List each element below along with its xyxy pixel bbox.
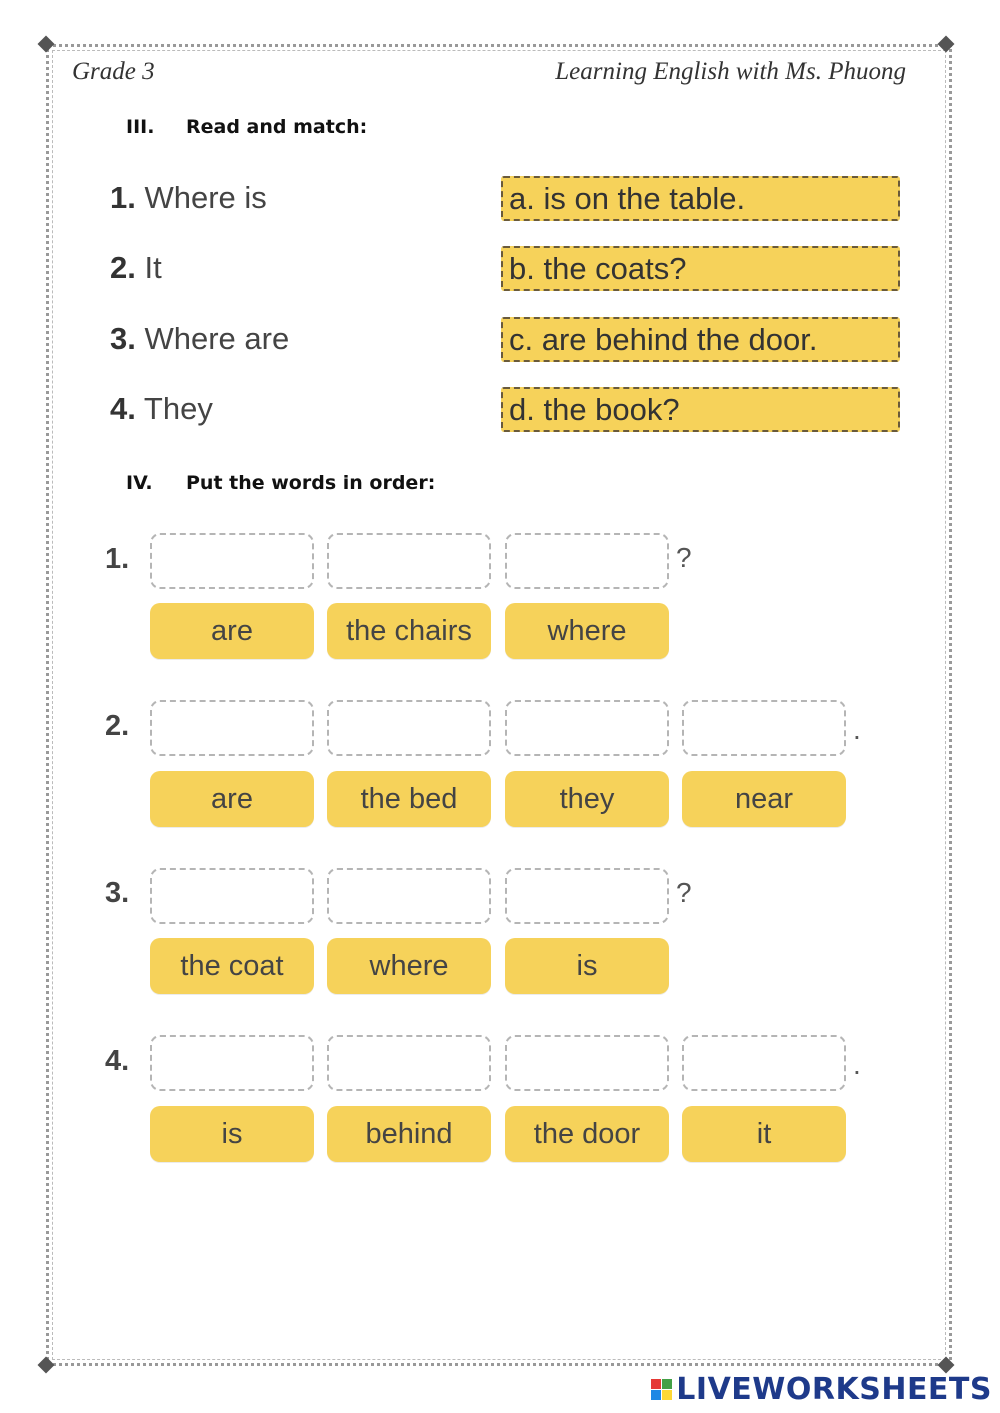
question-number: 1.: [105, 543, 130, 575]
word-chip[interactable]: where: [327, 938, 491, 994]
question-number: 4.: [105, 1045, 130, 1077]
match-left-item: [110, 321, 289, 357]
section-3-number: III.: [126, 116, 155, 138]
section-4-title: Put the words in order:: [186, 472, 436, 494]
logo-square-icon: [651, 1379, 661, 1389]
liveworksheets-logo-icon: [651, 1379, 672, 1400]
word-chip[interactable]: are: [150, 603, 314, 659]
section-3-title: Read and match:: [186, 116, 368, 138]
answer-slot[interactable]: [327, 1035, 491, 1091]
word-chip[interactable]: the coat: [150, 938, 314, 994]
answer-slot[interactable]: [150, 868, 314, 924]
answer-slot[interactable]: [682, 700, 846, 756]
word-chip[interactable]: where: [505, 603, 669, 659]
word-chip[interactable]: the bed: [327, 771, 491, 827]
match-option-c[interactable]: c. are behind the door.: [501, 317, 900, 362]
answer-slot[interactable]: [682, 1035, 846, 1091]
logo-square-icon: [651, 1390, 661, 1400]
match-left-text: Where is: [144, 180, 267, 215]
match-left-text: They: [143, 391, 213, 426]
answer-slot[interactable]: [150, 1035, 314, 1091]
question-number: 3.: [105, 877, 130, 909]
sentence-punctuation: ?: [676, 877, 692, 908]
logo-square-icon: [662, 1390, 672, 1400]
match-option-d[interactable]: d. the book?: [501, 387, 900, 432]
word-chip[interactable]: it: [682, 1106, 846, 1162]
word-chip[interactable]: near: [682, 771, 846, 827]
answer-slot[interactable]: [327, 700, 491, 756]
logo-text: LIVEWORKSHEETS: [676, 1372, 992, 1407]
match-option-a[interactable]: a. is on the table.: [501, 176, 900, 221]
match-left-number: 3.: [110, 321, 136, 356]
answer-slot[interactable]: [327, 533, 491, 589]
match-left-number: 4.: [110, 391, 136, 426]
liveworksheets-logo[interactable]: [651, 1372, 992, 1407]
sentence-punctuation: ?: [676, 542, 692, 573]
match-left-item: [110, 391, 213, 427]
question-number: 2.: [105, 710, 130, 742]
word-chip[interactable]: the chairs: [327, 603, 491, 659]
answer-slot[interactable]: [505, 533, 669, 589]
logo-square-icon: [662, 1379, 672, 1389]
word-chip[interactable]: the door: [505, 1106, 669, 1162]
answer-slot[interactable]: [327, 868, 491, 924]
answer-slot[interactable]: [505, 1035, 669, 1091]
sentence-punctuation: .: [853, 714, 861, 745]
match-option-b[interactable]: b. the coats?: [501, 246, 900, 291]
course-title: Learning English with Ms. Phuong: [555, 58, 906, 85]
section-4-number: IV.: [126, 472, 153, 494]
word-chip[interactable]: is: [150, 1106, 314, 1162]
match-left-number: 1.: [110, 180, 136, 215]
answer-slot[interactable]: [505, 868, 669, 924]
match-left-text: It: [144, 250, 162, 285]
word-chip[interactable]: is: [505, 938, 669, 994]
answer-slot[interactable]: [505, 700, 669, 756]
match-left-text: Where are: [144, 321, 290, 356]
word-chip[interactable]: they: [505, 771, 669, 827]
answer-slot[interactable]: [150, 533, 314, 589]
match-left-number: 2.: [110, 250, 136, 285]
word-chip[interactable]: are: [150, 771, 314, 827]
answer-slot[interactable]: [150, 700, 314, 756]
sentence-punctuation: .: [853, 1049, 861, 1080]
match-left-item: [110, 250, 162, 286]
word-chip[interactable]: behind: [327, 1106, 491, 1162]
match-left-item: [110, 180, 267, 216]
grade-label: Grade 3: [72, 58, 155, 85]
